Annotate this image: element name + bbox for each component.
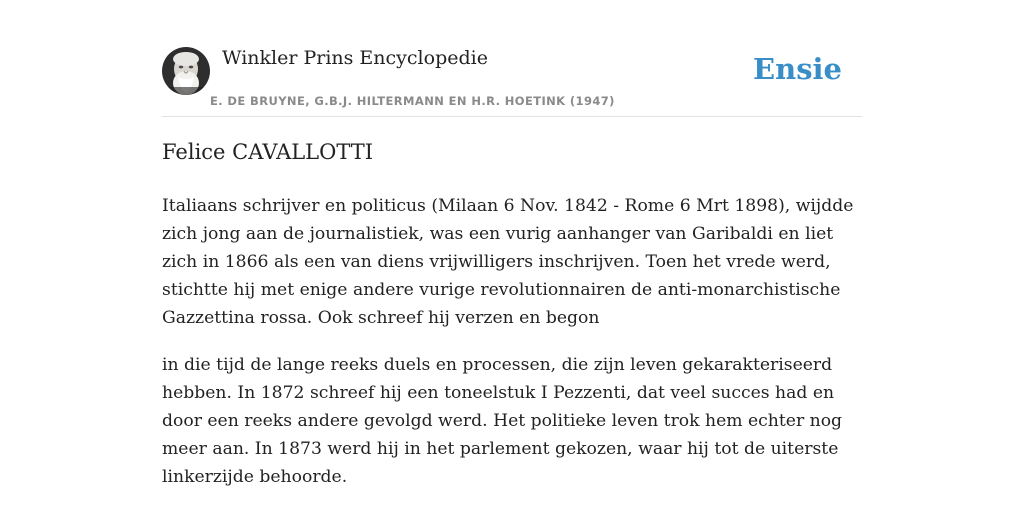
article-paragraph-1: Italiaans schrijver en politicus (Milaan 6 Nov. 1842 - Rome 6 Mrt 1898), wijdde zich jong aan de journalistiek, was een vurig aanhanger van Garibaldi en liet zich in 1866 als een van diens vrijwilligers inschrijven. Toen het vrede werd, stichtte hij met enige andere vurige revolutionnairen de anti-monarchistische Gazzettina rossa. Ook schreef hij verzen en begon: [162, 196, 854, 328]
source-header: [162, 44, 862, 117]
ensie-logo-link[interactable]: Ensie: [753, 52, 842, 86]
source-title[interactable]: Winkler Prins Encyclopedie: [222, 47, 488, 69]
article-paragraph-2: in die tijd de lange reeks duels en processen, die zijn leven gekarakteriseerd hebben. In 1872 schreef hij een toneelstuk I Pezzenti, dat veel succes had en door een reeks andere gevolgd werd. Het politieke leven trok hem echter nog meer aan. In 1873 werd hij in het parlement gekozen, waar hij tot de uiterste linkerzijde behoorde.: [162, 355, 843, 487]
article-title: Felice CAVALLOTTI: [162, 140, 374, 164]
author-avatar: [162, 47, 210, 95]
source-authors: E. DE BRUYNE, G.B.J. HILTERMANN EN H.R. HOETINK (1947): [210, 94, 615, 108]
bearded-portrait-icon: [162, 47, 210, 95]
